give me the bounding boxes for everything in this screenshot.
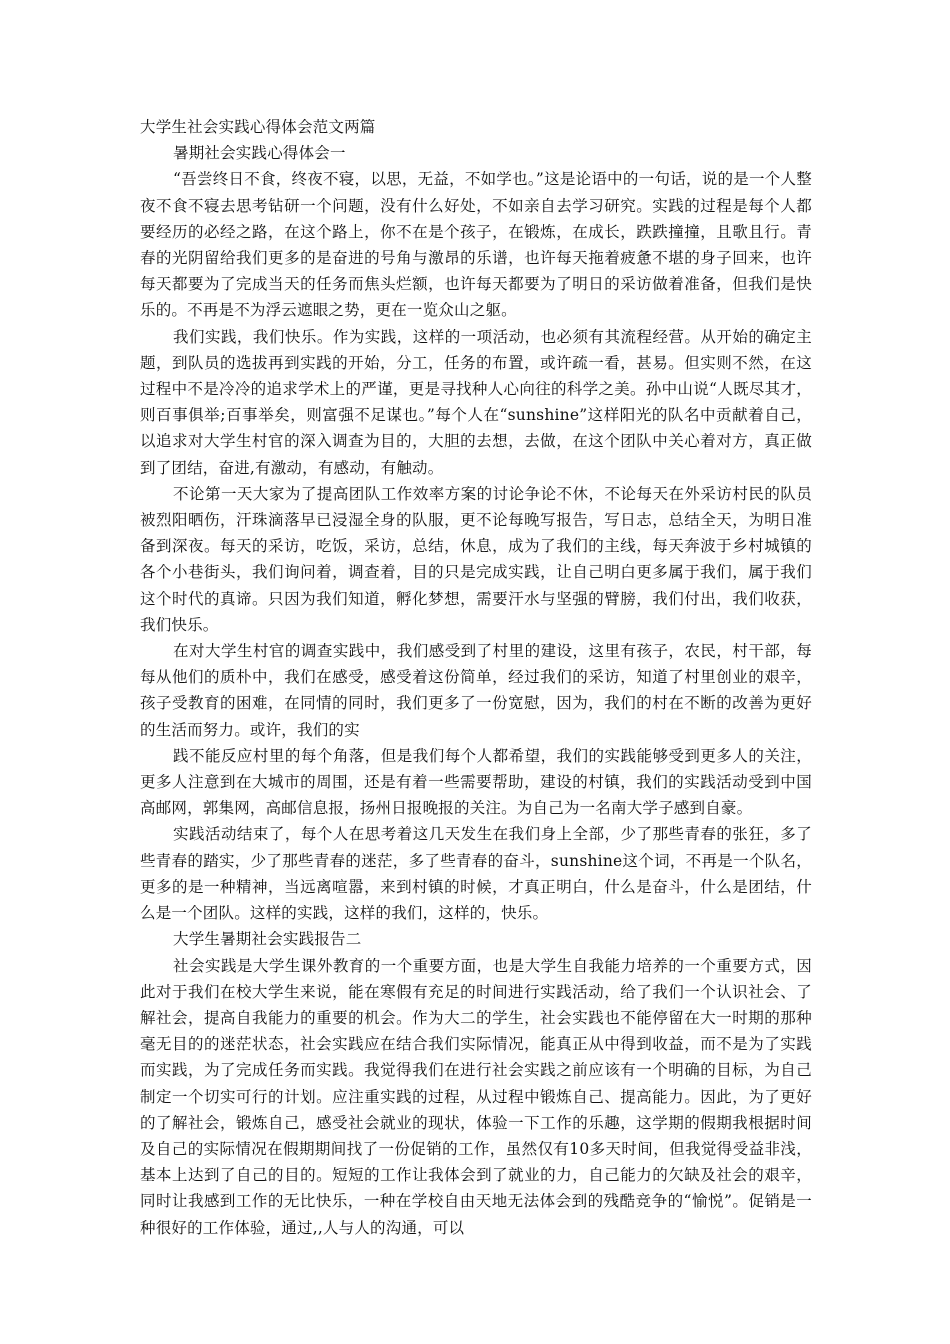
document-title: 大学生社会实践心得体会范文两篇	[140, 118, 376, 136]
section-2-paragraph-1: 社会实践是大学生课外教育的一个重要方面，也是大学生自我能力培养的一个重要方式，因此对于我们在校大学生来说，能在寒假有充足的时间进行实践活动，给了我们一个认识社会、了解社会，提高自我能力的重要的机会。作为大二的学生，社会实践也不能停留在大一时期的那种毫无目的的迷茫状态，社会实践应在结合我们实际情况，能真正从中得到收益，而不是为了实践而实践，为了完成任务而实践。我觉得我们在进行社会实践之前应该有一个明确的目标，为自己制定一个切实可行的计划。应注重实践的过程，从过程中锻炼自己、提高能力。因此，为了更好的了解社会，锻炼自己，感受社会就业的现状，体验一下工作的乐趣，这学期的假期我根据时间及自己的实际情况在假期期间找了一份促销的工作，虽然仅有10多天时间，但我觉得受益非浅，基本上达到了自己的目的。短短的工作让我体会到了就业的力，自己能力的欠缺及社会的艰辛，同时让我感到工作的无比快乐，一种在学校自由天地无法体会到的残酷竞争的“愉悦”。促销是一种很好的工作体验，通过,,人与人的沟通，可以	[140, 956, 812, 1237]
section-2-heading: 大学生暑期社会实践报告二	[173, 930, 362, 949]
section-1-paragraph-4: 在对大学生村官的调查实践中，我们感受到了村里的建设，这里有孩子，农民，村干部，每每从他们的质朴中，我们在感受，感受着这份简单，经过我们的采访，知道了村里创业的艰辛，孩子受教育的困难，在同情的同时，我们更多了一份宽慰，因为，我们的村在不断的改善为更好的生活而努力。或许，我们的实	[140, 642, 812, 739]
section-1-paragraph-6: 实践活动结束了，每个人在思考着这几天发生在我们身上全部，少了那些青春的张狂，多了些青春的踏实，少了那些青春的迷茫，多了些青春的奋斗，sunshine这个词，不再是一个队名，更多的是一种精神，当远离喧嚣，来到村镇的时候，才真正明白，什么是奋斗，什么是团结，什么是一个团队。这样的实践，这样的我们，这样的，快乐。	[140, 825, 812, 923]
section-1-paragraph-1: “吾尝终日不食，终夜不寝，以思，无益，不如学也。”这是论语中的一句话，说的是一个人整夜不食不寝去思考钻研一个问题，没有什么好处，不如亲自去学习研究。实践的过程是每个人都要经历的必经之路，在这个路上，你不在是个孩子，在锻炼，在成长，跌跌撞撞，且歌且行。青春的光阴留给我们更多的是奋进的号角与激昂的乐谱，也许每天拖着疲惫不堪的身子回来，也许每天都要为了完成当天的任务而焦头烂额，也许每天都要为了明日的采访做着准备，但我们是快乐的。不再是不为浮云遮眼之势，更在一览众山之躯。	[140, 170, 812, 320]
section-1-heading: 暑期社会实践心得体会一	[173, 144, 346, 163]
section-1-paragraph-3: 不论第一天大家为了提高团队工作效率方案的讨论争论不休，不论每天在外采访村民的队员被烈阳晒伤，汗珠滴落早已浸湿全身的队服，更不论每晚写报告，写日志，总结全天，为明日准备到深夜。每天的采访，吃饭，采访，总结，休息，成为了我们的主线，每天奔波于乡村城镇的各个小巷街头，我们询问着，调查着，目的只是完成实践，让自己明白更多属于我们，属于我们这个时代的真谛。只因为我们知道，孵化梦想，需要汗水与坚强的臂膀，我们付出，我们收获，我们快乐。	[140, 484, 812, 634]
document-page	[140, 114, 812, 1241]
section-1-paragraph-5: 践不能反应村里的每个角落，但是我们每个人都希望，我们的实践能够受到更多人的关注，更多人注意到在大城市的周围，还是有着一些需要帮助，建设的村镇，我们的实践活动受到中国高邮网，郭集网，高邮信息报，扬州日报晚报的关注。为自己为一名南大学子感到自豪。	[140, 746, 812, 818]
section-1-paragraph-2: 我们实践，我们快乐。作为实践，这样的一项活动，也必须有其流程经营。从开始的确定主题，到队员的选拔再到实践的开始，分工，任务的布置，或许疏一看，甚易。但实则不然，在这过程中不是冷冷的追求学术上的严谨，更是寻找种人心向往的科学之美。孙中山说“人既尽其才，则百事俱举;百事举矣，则富强不足谋也。”每个人在“sunshine”这样阳光的队名中贡献着自己，以追求对大学生村官的深入调查为目的，大胆的去想，去做，在这个团队中关心着对方，真正做到了团结，奋进,有激动，有感动，有触动。	[140, 327, 812, 477]
